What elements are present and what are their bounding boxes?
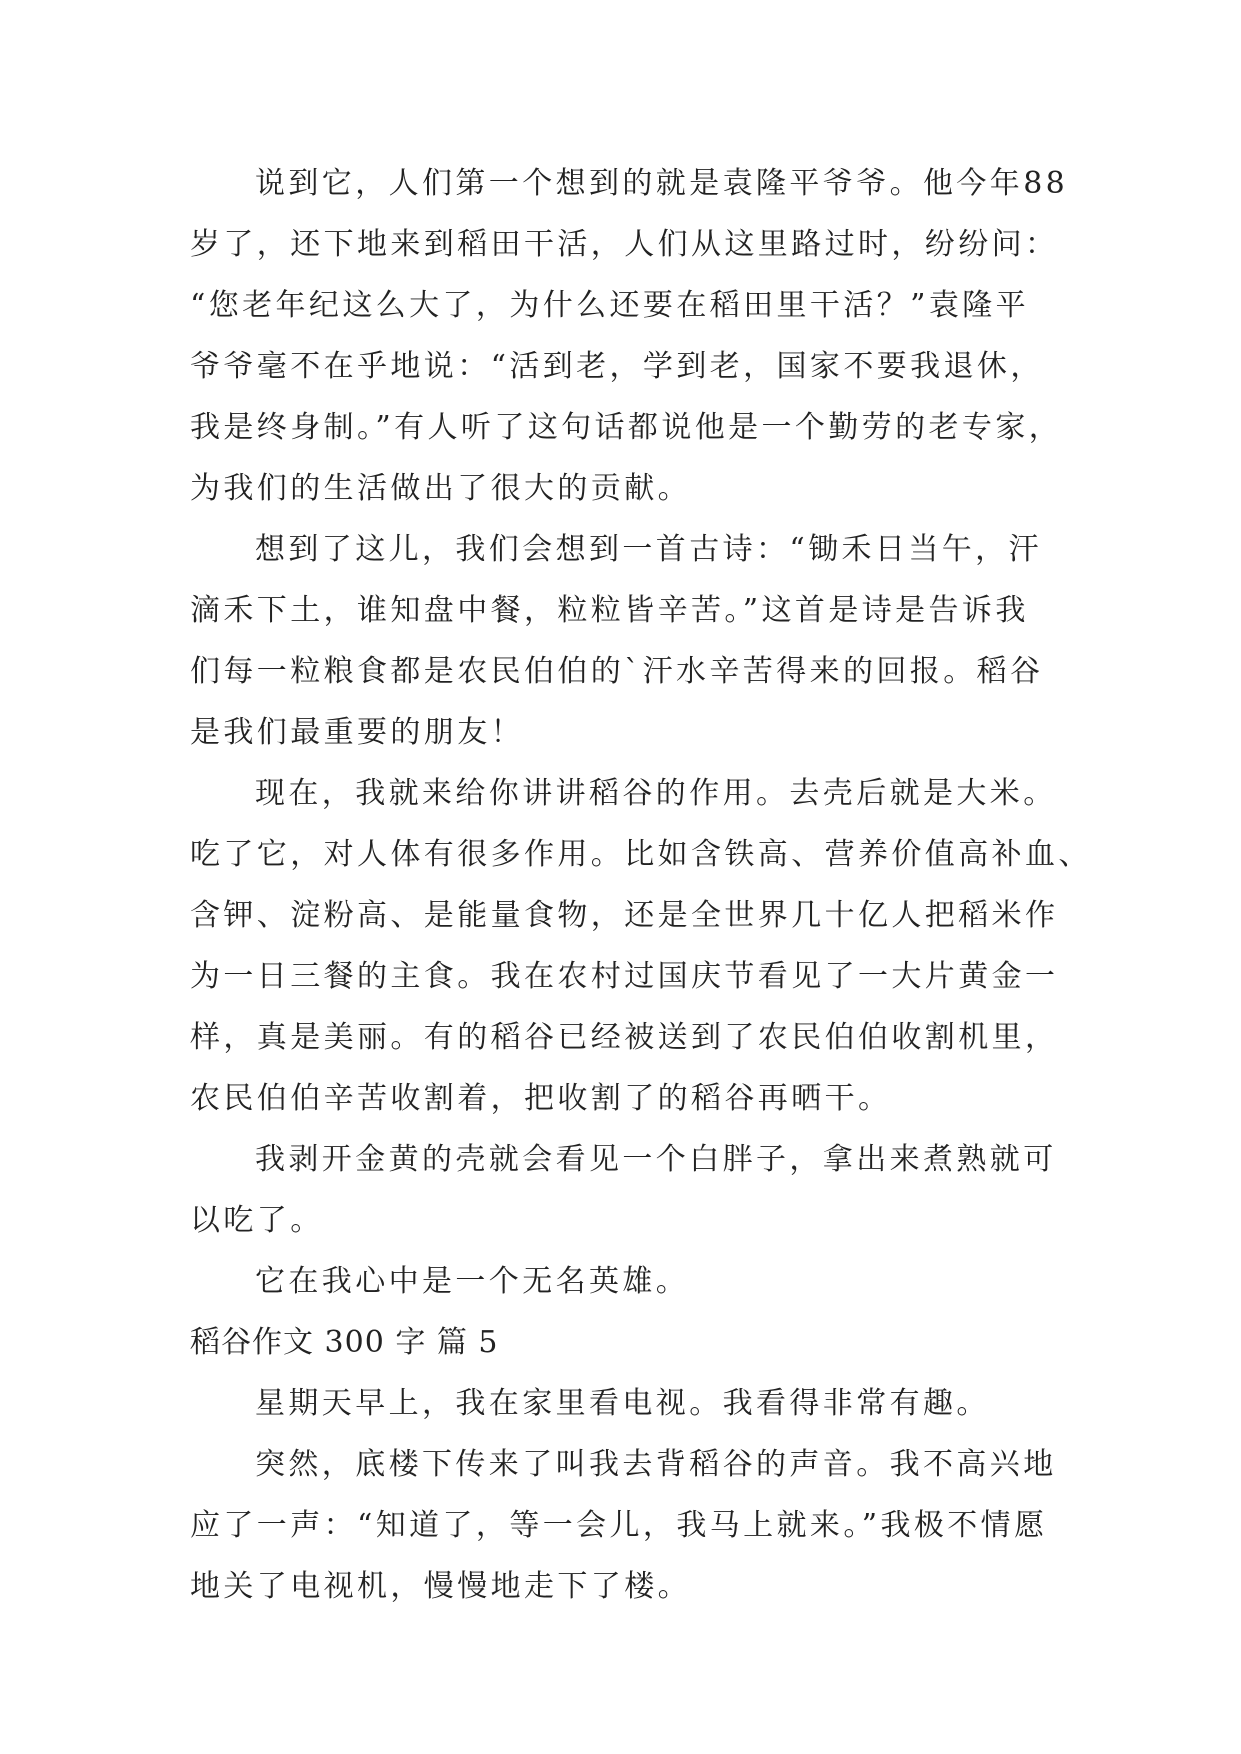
paragraph-line: 突然，底楼下传来了叫我去背稻谷的声音。我不高兴地 xyxy=(255,1447,1057,1482)
paragraph-line: “您老年纪这么大了，为什么还要在稻田里干活？”袁隆平 xyxy=(190,288,1030,323)
paragraph-line: 星期天早上，我在家里看电视。我看得非常有趣。 xyxy=(255,1386,990,1421)
paragraph-line: 我剥开金黄的壳就会看见一个白胖子，拿出来煮熟就可 xyxy=(255,1142,1057,1177)
paragraph-line: 农民伯伯辛苦收割着，把收割了的稻谷再晒干。 xyxy=(190,1081,892,1116)
paragraph-line: 爷爷毫不在乎地说：“活到老，学到老，国家不要我退休， xyxy=(190,349,1044,384)
paragraph-line: 地关了电视机，慢慢地走下了楼。 xyxy=(190,1569,691,1604)
paragraph-line: 以吃了。 xyxy=(190,1203,324,1238)
paragraph-line: 吃了它，对人体有很多作用。比如含铁高、营养价值高补血、 xyxy=(190,837,1092,872)
paragraph-line: 应了一声：“知道了，等一会儿，我马上就来。”我极不情愿 xyxy=(190,1508,1048,1543)
paragraph-line: 为我们的生活做出了很大的贡献。 xyxy=(190,471,691,506)
paragraph-line: 岁了，还下地来到稻田干活，人们从这里路过时，纷纷问： xyxy=(190,227,1059,262)
paragraph-line: 是我们最重要的朋友！ xyxy=(190,715,524,750)
paragraph-line: 现在，我就来给你讲讲稻谷的作用。去壳后就是大米。 xyxy=(255,776,1057,811)
section-heading: 稻谷作文 300 字 篇 5 xyxy=(190,1325,499,1360)
paragraph-line: 滴禾下土，谁知盘中餐，粒粒皆辛苦。”这首是诗是告诉我 xyxy=(190,593,1029,628)
paragraph-line: 说到它，人们第一个想到的就是袁隆平爷爷。他今年88 xyxy=(255,166,1069,201)
paragraph-line: 想到了这儿，我们会想到一首古诗：“锄禾日当午，汗 xyxy=(255,532,1042,567)
paragraph-line: 它在我心中是一个无名英雄。 xyxy=(255,1264,690,1299)
paragraph-line: 样，真是美丽。有的稻谷已经被送到了农民伯伯收割机里， xyxy=(190,1020,1059,1055)
paragraph-line: 含钾、淀粉高、是能量食物，还是全世界几十亿人把稻米作 xyxy=(190,898,1059,933)
paragraph-line: 我是终身制。”有人听了这句话都说他是一个勤劳的老专家， xyxy=(190,410,1063,445)
paragraph-line: 为一日三餐的主食。我在农村过国庆节看见了一大片黄金一 xyxy=(190,959,1059,994)
paragraph-line: 们每一粒粮食都是农民伯伯的`汗水辛苦得来的回报。稻谷 xyxy=(190,654,1044,689)
